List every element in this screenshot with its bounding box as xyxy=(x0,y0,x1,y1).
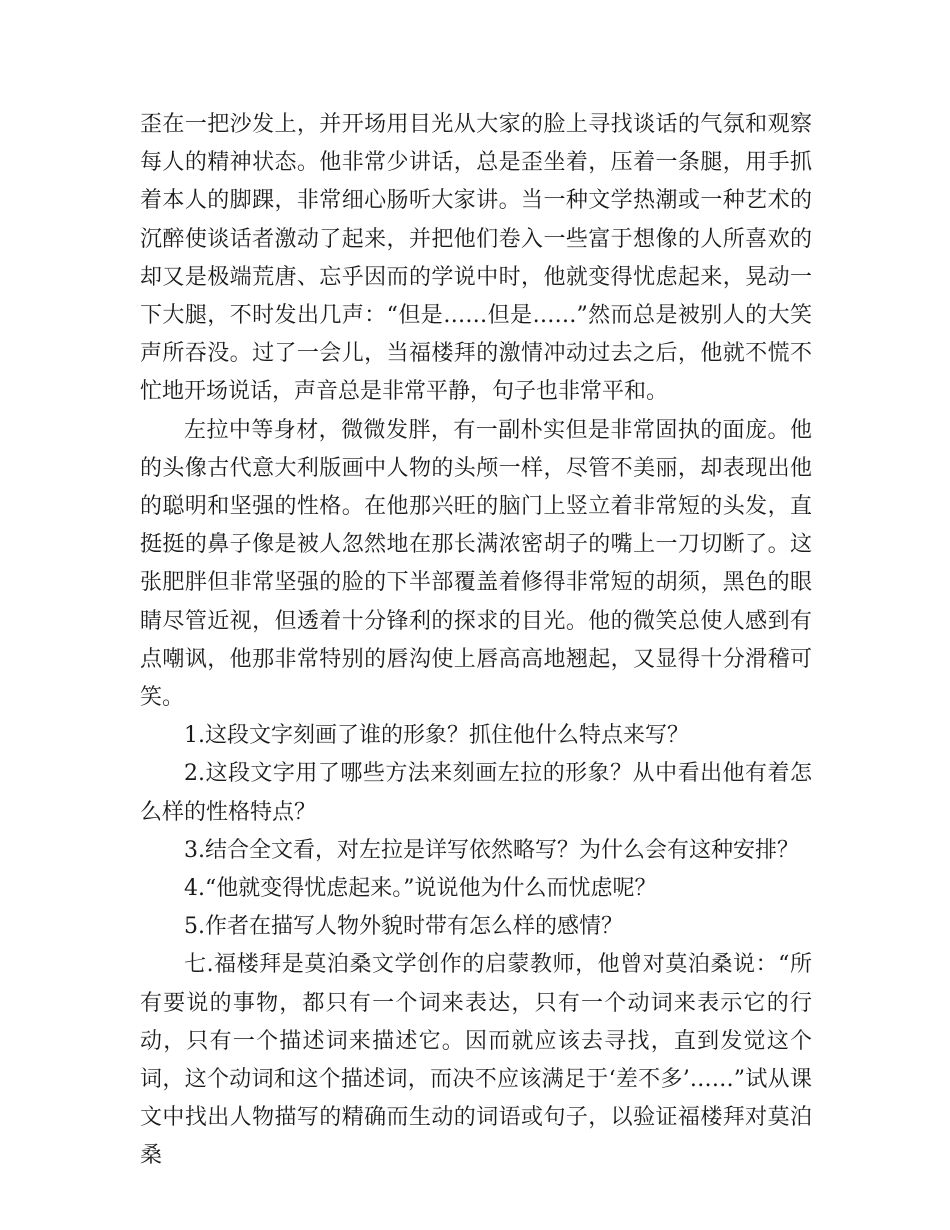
paragraph-zola-description: 左拉中等身材，微微发胖，有一副朴实但是非常固执的面庞。他的头像古代意大利版画中人物的头颅一样，尽管不美丽，却表现出他的聪明和坚强的性格。在他那兴旺的脑门上竖立着非常短的头发，直挺挺的鼻子像是被人忽然地在那长满浓密胡子的嘴上一刀切断了。这张肥胖但非常坚强的脸的下半部覆盖着修得非常短的胡须，黑色的眼睛尽管近视，但透着十分锋利的探求的目光。他的微笑总使人感到有点嘲讽，他那非常特别的唇沟使上唇高高地翘起，又显得十分滑稽可笑。 xyxy=(140,417,812,711)
document-page xyxy=(140,106,812,1176)
question-4: 4.“他就变得忧虑起来。”说说他为什么而忧虑呢？ xyxy=(184,876,657,902)
question-3: 3.结合全文看，对左拉是详写依然略写？为什么会有这种安排？ xyxy=(184,837,799,863)
question-1: 1.这段文字刻画了谁的形象？抓住他什么特点来写？ xyxy=(184,723,689,749)
question-5: 5.作者在描写人物外貌时带有怎么样的感情？ xyxy=(184,914,623,940)
question-2: 2.这段文字用了哪些方法来刻画左拉的形象？从中看出他有着怎么样的性格特点？ xyxy=(140,761,812,825)
paragraph-flaubert-description: 歪在一把沙发上，并开场用目光从大家的脸上寻找谈话的气氛和观察每人的精神状态。他非常少讲话，总是歪坐着，压着一条腿，用手抓着本人的脚踝，非常细心肠听大家讲。当一种文学热潮或一种艺术的沉醉使谈话者激动了起来，并把他们卷入一些富于想像的人所喜欢的却又是极端荒唐、忘乎因而的学说中时，他就变得忧虑起来，晃动一下大腿，不时发出几声：“但是……但是……”然而总是被别人的大笑声所吞没。过了一会儿，当福楼拜的激情冲动过去之后，他就不慌不忙地开场说话，声音总是非常平静，句子也非常平和。 xyxy=(140,112,812,405)
section-seven-prompt: 七.福楼拜是莫泊桑文学创作的启蒙教师，他曾对莫泊桑说：“所有要说的事物，都只有一个词来表达，只有一个动词来表示它的行动，只有一个描述词来描述它。因而就应该去寻找，直到发觉这个词，这个动词和这个描述词，而决不应该满足于‘差不多’……”试从课文中找出人物描写的精确而生动的词语或句子，以验证福楼拜对莫泊桑 xyxy=(140,952,812,1169)
